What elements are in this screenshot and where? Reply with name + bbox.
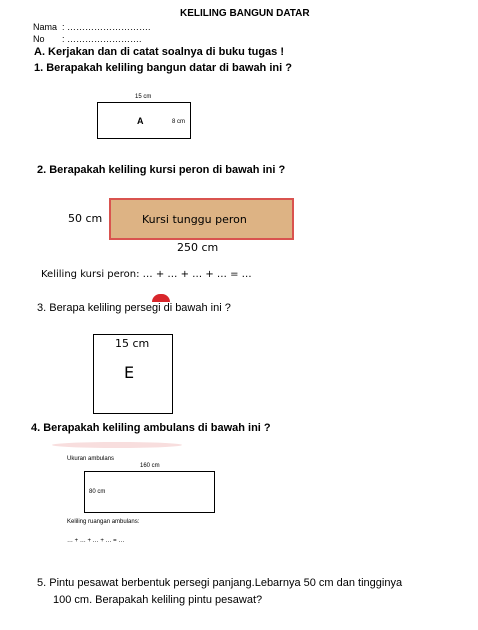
page-title: KELILING BANGUN DATAR bbox=[180, 8, 310, 19]
question-4: 4. Berapakah keliling ambulans di bawah ini ? bbox=[31, 422, 271, 434]
question-1: 1. Berapakah keliling bangun datar di bawah ini ? bbox=[34, 62, 292, 74]
question-2: 2. Berapakah keliling kursi peron di bawah ini ? bbox=[37, 164, 286, 176]
q4-formula: … + … + … + … = … bbox=[67, 538, 125, 544]
red-marker-icon bbox=[152, 294, 170, 302]
nama-field[interactable]: : ………………………. bbox=[62, 22, 151, 32]
question-5-line-1: 5. Pintu pesawat berbentuk persegi panjang.Lebarnya 50 cm dan tingginya bbox=[37, 577, 403, 589]
no-field[interactable]: : ……………………. bbox=[62, 34, 142, 44]
q4-side-dimension: 80 cm bbox=[89, 489, 106, 495]
question-3: 3. Berapa keliling persegi di bawah ini ? bbox=[37, 302, 231, 314]
q3-size-dimension: 15 cm bbox=[115, 337, 150, 350]
q3-shape-label: E bbox=[124, 363, 135, 382]
q1-shape-label: A bbox=[137, 116, 144, 126]
no-label: No bbox=[33, 34, 45, 44]
q4-formula-label: Keliling ruangan ambulans: bbox=[67, 519, 140, 525]
bench-label: Kursi tunggu peron bbox=[142, 213, 247, 226]
q2-formula: Keliling kursi peron: … + … + … + … = … bbox=[41, 269, 252, 280]
nama-label: Nama bbox=[33, 22, 58, 32]
question-5-line-2: 100 cm. Berapakah keliling pintu pesawat? bbox=[53, 594, 263, 606]
q2-bottom-dimension: 250 cm bbox=[177, 241, 219, 254]
section-a-instruction: A. Kerjakan dan di catat soalnya di buku tugas ! bbox=[34, 46, 285, 58]
ambulance-caption: Ukuran ambulans bbox=[67, 456, 115, 462]
q1-top-dimension: 15 cm bbox=[135, 94, 152, 100]
q1-side-dimension: 8 cm bbox=[172, 119, 186, 125]
decorative-stroke bbox=[52, 442, 182, 448]
q2-side-dimension: 50 cm bbox=[68, 212, 103, 225]
q4-top-dimension: 160 cm bbox=[140, 463, 160, 469]
